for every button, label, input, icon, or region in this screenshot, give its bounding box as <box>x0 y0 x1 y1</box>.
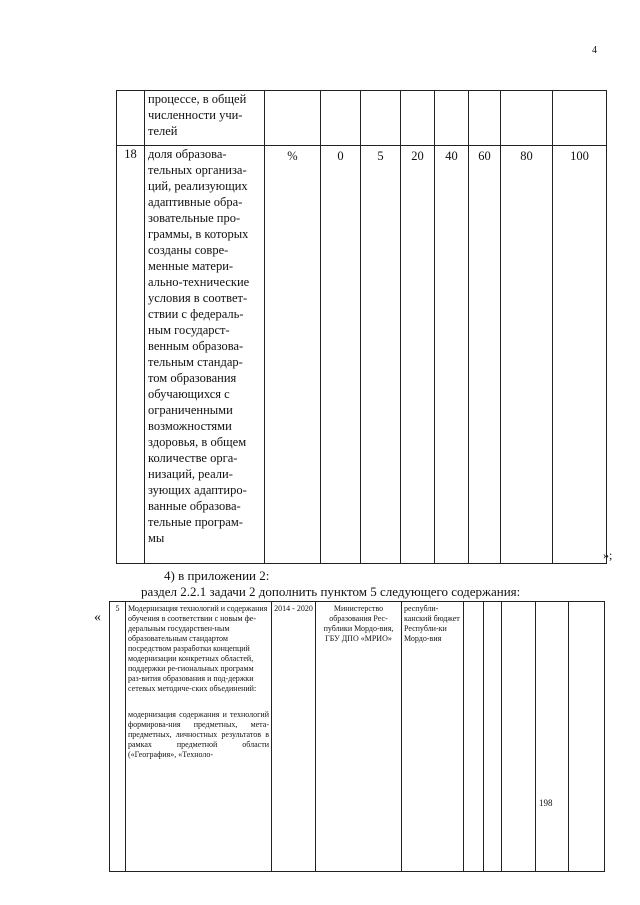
activity-subtext: модернизация содержания и технологий формирова-ния предметных, мета-предметных, личностных результатов в рамках предметной области («География», «Техноло- <box>128 710 269 759</box>
indicator-text: процессе, в общей численности учи- телей <box>145 91 265 146</box>
value-cell: 80 <box>501 146 553 564</box>
unit-cell: % <box>265 146 321 564</box>
table-row <box>110 602 605 872</box>
opening-quote: « <box>94 610 101 625</box>
period-cell: 2014 - 2020 <box>272 602 316 872</box>
table-row <box>117 146 607 564</box>
row-number: 5 <box>110 602 126 872</box>
amount-value: 198 <box>539 798 553 808</box>
item-4-text: 4) в приложении 2: <box>164 568 270 583</box>
activity-text: Модернизация технологий и содержания обучения в соответствии с новым фе-деральным государствен-ным образовательным стандартом посредством разработки концепций модернизации конкретных областей, поддержки ре-гиональных программ раз-вития образования и под-держки сетевых методиче-ских объединений: <box>128 604 268 693</box>
value-cell: 0 <box>321 146 361 564</box>
funding-source-cell: республи-канский бюджет Республи-ки Мордо-вия <box>402 602 464 872</box>
value-cell: 5 <box>361 146 401 564</box>
closing-quote: »; <box>603 548 613 562</box>
amount-cell <box>536 602 569 872</box>
activities-table <box>109 601 605 872</box>
section-text: раздел 2.2.1 задачи 2 дополнить пунктом 5 следующего содержания: <box>141 584 521 599</box>
value-cell: 40 <box>435 146 469 564</box>
page-number: 4 <box>592 45 597 56</box>
value-cell: 20 <box>401 146 435 564</box>
value-cell: 100 <box>553 146 607 564</box>
table-row <box>117 91 607 146</box>
row-number: 18 <box>117 146 145 564</box>
executor-cell: Министерство образования Рес-публики Мордо-вия, ГБУ ДПО «МРИО» <box>316 602 402 872</box>
indicators-table <box>116 90 607 564</box>
row-number-cell <box>117 91 145 146</box>
value-cell: 60 <box>469 146 501 564</box>
indicator-text: доля образова- тельных организа- ций, реализующих адаптивные обра- зовательные про- граммы, в которых созданы совре- менные матери- ально-технические условия в соответ- ствии с федераль- ным государст- венным образова- тельным стандар- том образования обучающихся с ограниченными возможностями здоровья, в общем количестве орга- низаций, реали- зующих адаптиро- ванные образова- тельные програм- мы <box>145 146 265 564</box>
activity-description <box>126 602 272 872</box>
